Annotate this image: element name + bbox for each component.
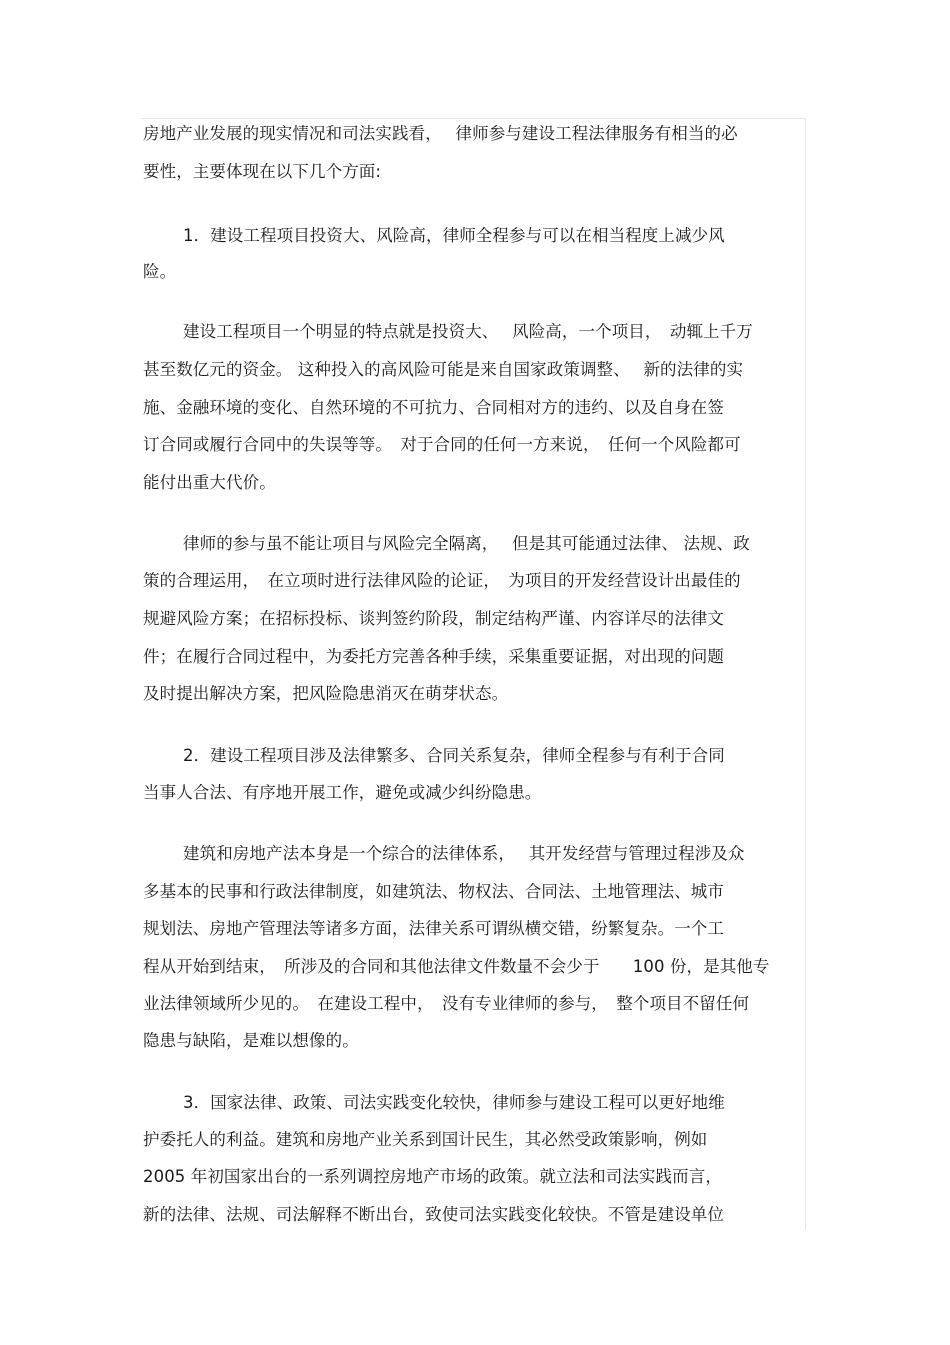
section-heading: 1．建设工程项目投资大、风险高，律师全程参与可以在相当程度上减少风	[183, 226, 725, 245]
text-line: 规划法、房地产管理法等诸多方面，法律关系可谓纵横交错，纷繁复杂。一个工	[143, 919, 724, 938]
text-line: 要性，主要体现在以下几个方面:	[143, 162, 382, 181]
section-heading: 2．建设工程项目涉及法律繁多、合同关系复杂，律师全程参与有利于合同	[183, 746, 725, 765]
section-heading: 3．国家法律、政策、司法实践变化较快，律师参与建设工程可以更好地维	[183, 1093, 725, 1112]
text-line: 施、金融环境的变化、自然环境的不可抗力、合同相对方的违约、以及自身在签	[143, 398, 724, 417]
text-line: 订合同或履行合同中的失误等等。 对于合同的任何一方来说， 任何一个风险都可	[143, 435, 741, 454]
text-line: 程从开始到结束， 所涉及的合同和其他法律文件数量不会少于 100 份，是其他专	[143, 957, 770, 976]
text-line: 规避风险方案；在招标投标、谈判签约阶段，制定结构严谨、内容详尽的法律文	[143, 609, 724, 628]
text-line: 及时提出解决方案，把风险隐患消灭在萌芽状态。	[143, 684, 509, 703]
section-heading: 险。	[143, 262, 177, 281]
text-line: 2005 年初国家出台的一系列调控房地产市场的政策。就立法和司法实践而言，	[143, 1167, 722, 1186]
text-line: 策的合理运用， 在立项时进行法律风险的论证， 为项目的开发经营设计出最佳的	[143, 571, 741, 590]
text-line: 新的法律、法规、司法解释不断出台，致使司法实践变化较快。不管是建设单位	[143, 1205, 724, 1224]
text-line: 护委托人的利益。建筑和房地产业关系到国计民生，其必然受政策影响，例如	[143, 1130, 708, 1149]
text-line: 律师的参与虽不能让项目与风险完全隔离， 但是其可能通过法律、 法规、政	[183, 534, 750, 553]
text-line: 件；在履行合同过程中，为委托方完善各种手续，采集重要证据，对出现的问题	[143, 647, 724, 666]
text-line: 建筑和房地产法本身是一个综合的法律体系， 其开发经营与管理过程涉及众	[183, 844, 745, 863]
text-line: 能付出重大代价。	[143, 473, 276, 492]
text-line: 房地产业发展的现实情况和司法实践看， 律师参与建设工程法律服务有相当的必	[143, 124, 738, 143]
text-line: 隐患与缺陷，是难以想像的。	[143, 1031, 359, 1050]
section-heading: 当事人合法、有序地开展工作，避免或减少纠纷隐患。	[143, 783, 542, 802]
text-line: 业法律领域所少见的。 在建设工程中， 没有专业律师的参与， 整个项目不留任何	[143, 994, 750, 1013]
text-line: 多基本的民事和行政法律制度，如建筑法、物权法、合同法、土地管理法、城市	[143, 882, 724, 901]
text-line: 甚至数亿元的资金。 这种投入的高风险可能是来自国家政策调整、 新的法律的实	[143, 360, 744, 379]
text-line: 建设工程项目一个明显的特点就是投资大、 风险高，一个项目， 动辄上千万	[183, 322, 753, 341]
page-frame	[141, 118, 806, 1230]
